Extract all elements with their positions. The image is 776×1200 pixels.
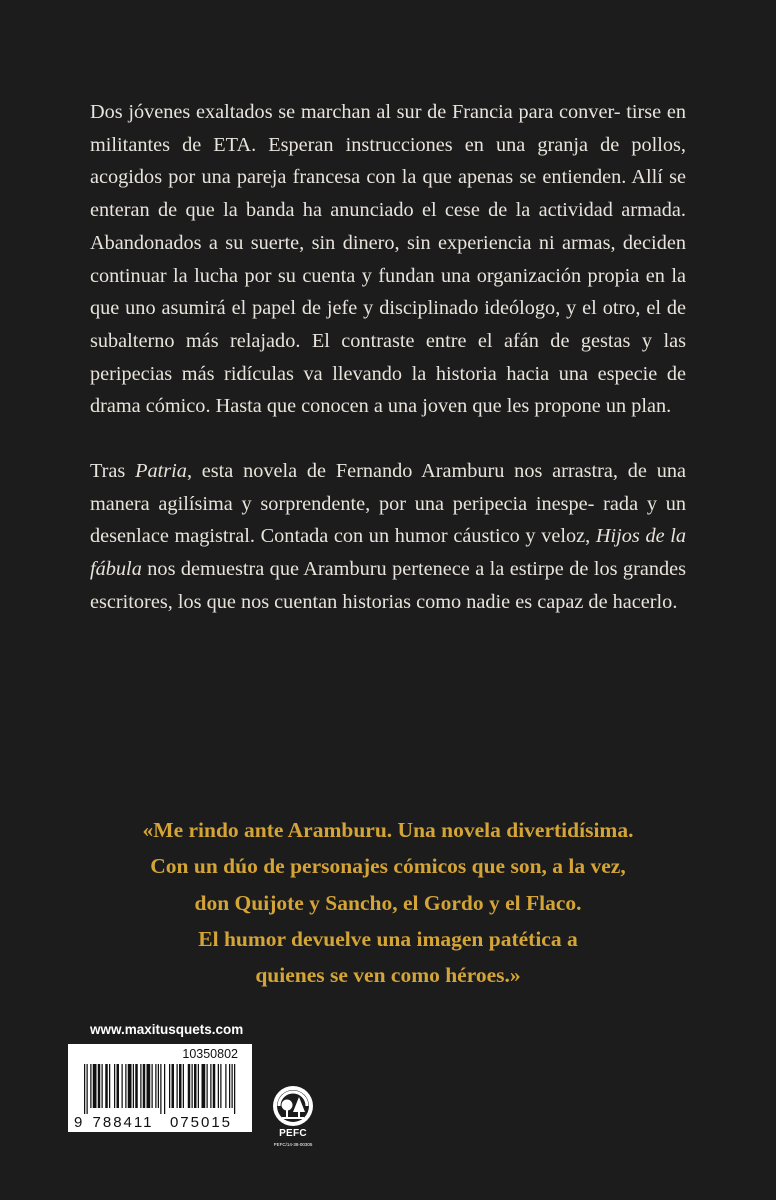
synopsis-line: tirse en militantes de ETA. Esperan instrucciones en una granja [90,101,686,156]
barcode-bar [194,1064,197,1108]
barcode-bar [192,1064,193,1108]
synopsis-line: y las peripecias más ridículas va llevando la historia hacia una [90,329,686,385]
barcode-bar [155,1064,156,1108]
barcode-bar [143,1064,146,1108]
barcode-bar [225,1064,226,1108]
barcode-bar [140,1064,141,1108]
barcode-bar [220,1064,221,1108]
barcode-bar [218,1064,219,1108]
barcode-bar [198,1064,199,1108]
barcode-bar [84,1064,85,1114]
barcode-bar [109,1064,110,1108]
synopsis-line: de subalterno más relajado. El contraste entre el afán de gestas [90,297,686,352]
synopsis-text: , esta novela de Fernando Aramburu nos arrastra, de [186,460,647,483]
barcode-bar [122,1064,123,1108]
publisher-website[interactable]: www.maxitusquets.com [90,1022,244,1037]
barcode-bar [90,1064,91,1108]
barcode-bar [164,1064,165,1114]
barcode-bar [93,1064,97,1108]
review-quote [70,812,706,993]
quote-line: don Quijote y Sancho, el Gordo y el Flaco. [194,890,582,915]
synopsis-line: de pollos, acogidos por una pareja francesa con la que apenas [90,133,687,189]
synopsis-line: por su cuenta y fundan una organización propia en la que uno [90,264,686,320]
barcode-digit-group-1: 788411 [92,1114,154,1131]
synopsis-text: rada y un desenlace magistral. Contada con un humor cáustico y [90,492,686,548]
synopsis-text: nos demuestra que Aramburu pertenece a [141,558,485,581]
synopsis-line: especie de drama cómico. Hasta que conocen a una joven que [90,362,686,418]
barcode-bar [105,1064,108,1108]
barcode-bar [229,1064,230,1108]
barcode-bar [160,1064,161,1114]
patria-title: Patria [135,460,187,483]
barcode-bar [234,1064,235,1114]
pefc-logo [270,1084,316,1152]
synopsis-text: Tras [90,460,136,483]
barcode-bar [102,1064,103,1108]
synopsis-line: se entienden. Allí se enteran de que la banda ha anunciado [90,166,686,222]
barcode-bar [179,1064,182,1108]
barcode-bar [188,1064,191,1108]
barcode-digit-first: 9 [74,1114,83,1131]
quote-line: El humor devuelve una imagen patética a [198,926,578,951]
quote-line: «Me rindo ante Aramburu. Una novela divertidísima. [142,818,634,842]
pefc-label: PEFC [279,1128,307,1139]
synopsis-text: como nadie es capaz de hacerlo. [416,590,678,613]
quote-line: quienes se ven como héroes.» [255,963,521,988]
book-title: Hijos de la fábula [90,525,687,581]
synopsis-paragraph-2 [90,455,686,619]
synopsis-line: dinero, sin experiencia ni armas, deciden continuar la lucha [90,231,686,287]
barcode-bar [207,1064,208,1108]
synopsis-line: asumirá el papel de jefe y disciplinado ideólogo, y el otro, el [161,297,661,320]
synopsis-text: una manera agilísima y sorprendente, por una peripecia inespe- [90,460,686,515]
synopsis-text: veloz, [541,525,596,548]
barcode-bar [133,1064,134,1108]
barcode-bar [210,1064,211,1108]
pefc-code: PEFC/14-38-00305 [273,1142,313,1147]
barcode-bar [114,1064,115,1108]
barcode-bar [213,1064,216,1108]
barcode-bar [117,1064,120,1108]
barcode-bar [98,1064,101,1108]
barcode-bar [169,1064,170,1108]
synopsis-line: Dos jóvenes exaltados se marchan al sur de Francia para conver- [90,101,621,123]
barcode-bar [125,1064,126,1108]
synopsis-paragraph-1 [90,96,686,423]
barcode-bars [68,1044,252,1132]
barcode-bar [158,1064,159,1108]
barcode-bar [147,1064,151,1108]
barcode-bar [172,1064,175,1108]
barcode-bar [202,1064,206,1108]
barcode-bar [183,1064,184,1108]
pefc-tree-icon [270,1084,316,1128]
synopsis [90,96,686,619]
quote-line: Con un dúo de personajes cómicos que son, a la vez, [150,854,626,879]
barcode-digit-group-2: 075015 [169,1114,233,1131]
synopsis-line: el cese de la actividad armada. Abandonados a su suerte, sin [90,199,686,254]
synopsis-line: les propone un plan. [506,395,672,418]
barcode-bar [152,1064,153,1108]
barcode-bar [128,1064,132,1108]
barcode-bar [87,1064,88,1114]
barcode-bar [177,1064,178,1108]
barcode-reference: 10350802 [182,1047,238,1061]
synopsis-text: la estirpe de los grandes escritores, los que nos cuentan historias [90,558,686,613]
barcode-bar [135,1064,138,1108]
barcode [68,1044,252,1132]
barcode-bar [232,1064,233,1108]
